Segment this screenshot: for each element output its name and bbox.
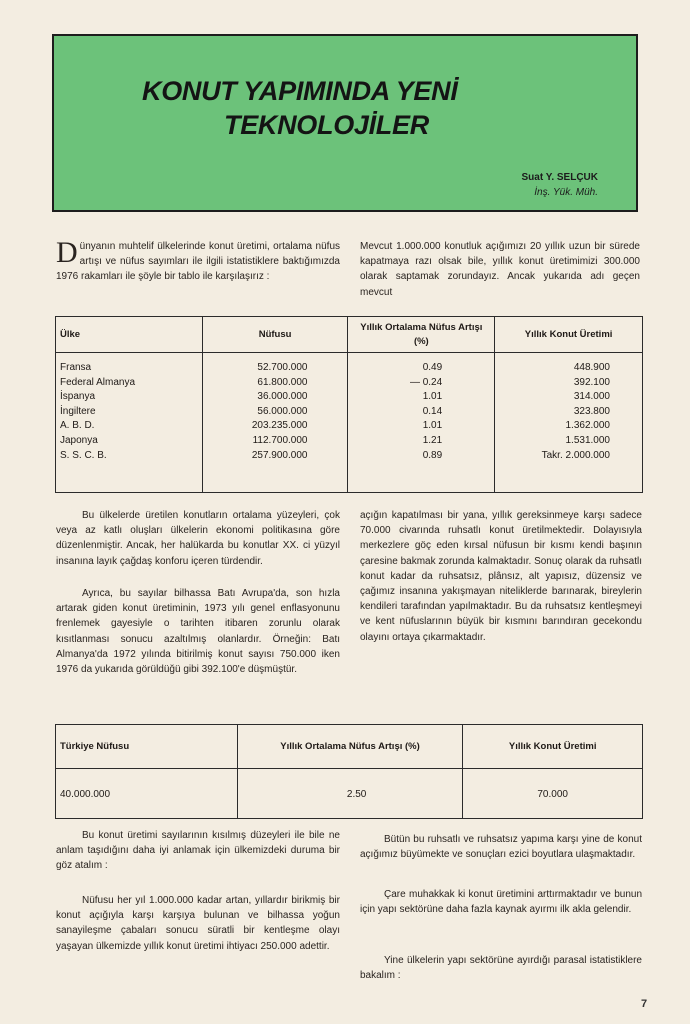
header-turkey-population: Türkiye Nüfusu bbox=[56, 725, 238, 769]
turkey-housing-cell: 70.000 bbox=[463, 769, 643, 819]
growth-cell: 1.01 bbox=[422, 391, 443, 403]
turkey-population-cell: 40.000.000 bbox=[56, 769, 238, 819]
growth-cell: 1.21 bbox=[422, 434, 443, 446]
growth-cell: 0.89 bbox=[422, 449, 443, 461]
population-cell: 257.900.000 bbox=[251, 449, 308, 461]
intro-left-paragraph bbox=[56, 236, 340, 285]
population-cell: 203.235.000 bbox=[251, 420, 308, 432]
turkey-growth-cell: 2.50 bbox=[237, 769, 463, 819]
population-column bbox=[202, 353, 348, 493]
housing-cell: 314.000 bbox=[573, 391, 610, 403]
title-line-1: KONUT YAPIMINDA YENİ bbox=[142, 76, 458, 106]
housing-cell: 1.531.000 bbox=[565, 434, 610, 446]
bottom-right-paragraph-3: Yine ülkelerin yapı sektörüne ayırdığı parasal istatistiklere bakalım : bbox=[360, 955, 642, 982]
country-cell: Fransa bbox=[60, 362, 92, 373]
title-banner bbox=[52, 34, 638, 212]
header-turkey-growth: Yıllık Ortalama Nüfus Artışı (%) bbox=[237, 725, 463, 769]
article-title bbox=[142, 74, 458, 142]
body-left-paragraph-1: Bu ülkelerde üretilen konutların ortalama yüzeyleri, çok veya az katlı oluşları ülkelerin ekonomi politikasına göre düzenlenmiştir. Ancak, her halükarda bu konutlar XX. ci yüzyıl insanına layık çağdaş konforu içeren türdendir. bbox=[56, 510, 340, 567]
growth-cell: 0.14 bbox=[422, 405, 443, 417]
header-housing: Yıllık Konut Üretimi bbox=[495, 317, 643, 353]
country-cell: Federal Almanya bbox=[60, 376, 136, 388]
country-cell: Japonya bbox=[60, 434, 98, 446]
turkey-housing-table bbox=[55, 724, 643, 819]
header-growth: Yıllık Ortalama Nüfus Artışı (%) bbox=[348, 317, 495, 353]
author-title: İnş. Yük. Müh. bbox=[534, 187, 598, 198]
housing-cell: 392.100 bbox=[573, 376, 610, 388]
intro-left-text: ünyanın muhtelif ülkelerinde konut üretimi, ortalama nüfus artışı ve nüfus sayımları ile ilgili istatistiklere baktığımızda 1976 rakamları ile şöyle bir tablo ile karşılaşırız : bbox=[56, 241, 340, 283]
population-cell: 61.800.000 bbox=[257, 376, 308, 388]
population-cell: 112.700.000 bbox=[252, 434, 308, 446]
header-population: Nüfusu bbox=[202, 317, 348, 353]
title-line-2: TEKNOLOJİLER bbox=[224, 110, 429, 140]
growth-cell: 1.01 bbox=[422, 420, 443, 432]
bottom-right-paragraph-2: Çare muhakkak ki konut üretimini arttırmaktadır ve bunun için yapı sektörüne daha fazla kaynak ayırmı ilk akla gelendir. bbox=[360, 889, 642, 916]
country-cell: A. B. D. bbox=[60, 420, 95, 432]
growth-column bbox=[348, 353, 495, 493]
country-housing-table bbox=[55, 316, 643, 493]
country-column bbox=[56, 353, 203, 493]
intro-right-paragraph: Mevcut 1.000.000 konutluk açığımızı 20 yıllık uzun bir sürede kapatmaya razı olsak bile, yıllık konut üretimimizi 300.000 olarak saptamak zorundayız. Ancak yukarıda adı geçen mevcut bbox=[360, 241, 640, 298]
bottom-left-paragraph-2: Nüfusu her yıl 1.000.000 kadar artan, yıllardır birikmiş bir konut açığıyla karşı karşıya bulunan ve bilhassa yoğun sanayileşme çabaları sonucu süratli bir kentleşme olayı yaşayan ülkemizde yıllık konut üretimi ihtiyacı 250.000 adettir. bbox=[56, 895, 340, 952]
growth-cell: — 0.24 bbox=[409, 376, 443, 388]
author-name: Suat Y. SELÇUK bbox=[521, 172, 598, 183]
population-cell: 36.000.000 bbox=[257, 391, 308, 403]
author-block bbox=[522, 170, 599, 200]
header-country: Ülke bbox=[56, 317, 203, 353]
drop-cap: D bbox=[56, 236, 78, 269]
header-turkey-housing: Yıllık Konut Üretimi bbox=[463, 725, 643, 769]
country-cell: İspanya bbox=[60, 391, 96, 403]
bottom-left-paragraph-1: Bu konut üretimi sayılarının kısılmış düzeyleri ile bile ne anlam taşıdığını daha iyi anlamak için ülkemizdeki duruma bir göz atalım : bbox=[56, 830, 340, 872]
housing-cell: Takr. 2.000.000 bbox=[541, 449, 610, 461]
housing-cell: 323.800 bbox=[573, 405, 610, 417]
body-left-paragraph-2: Ayrıca, bu sayılar bilhassa Batı Avrupa'da, son hızla artarak giden konut üretiminin, 1973 yılı genel enflasyonunu frenlemek gayesiyle o tarihten itibaren zorunlu olarak kısıtlanması sonucu azaltılmış olanlardır. Örneğin: Batı Almanya'da 1972 yılında bitirilmiş konut sayısı 750.000 iken 1976 da yukarıda görüldüğü gibi 392.100'e düşmüştür. bbox=[56, 588, 340, 676]
housing-cell: 1.362.000 bbox=[565, 420, 610, 432]
housing-cell: 448.900 bbox=[573, 362, 610, 373]
housing-column bbox=[495, 353, 643, 493]
body-right-paragraph: açığın kapatılması bir yana, yıllık gereksinmeye karşı sadece 70.000 civarında ruhsatlı konut üretilmektedir. Dolayısıyla merkezlere göç eden kırsal nüfusun bir kısmı kendi başının çaresine bakmak zorunda kalmaktadır. Sonuç olarak da ruhsatlı konut kadar da ruhsatsız, plânsız, alt yapısız, düzensiz ve çağımız insanına yakışmayan niteliklerde barınarak, bireylerin kendileri tarafından yapılmaktadır. Bu da ruhsatsız kentleşmeyi ve kent nüfuslarının büyük bir kısmını barındıran gecekondu olayını ortaya çıkarmaktadır. bbox=[360, 510, 642, 643]
country-cell: İngiltere bbox=[60, 405, 96, 417]
country-cell: S. S. C. B. bbox=[60, 449, 107, 461]
growth-cell: 0.49 bbox=[422, 362, 443, 373]
bottom-right-paragraph-1: Bütün bu ruhsatlı ve ruhsatsız yapıma karşı yine de konut açığımız büyümekte ve sonuçları ezici boyutlara ulaşmaktadır. bbox=[360, 834, 642, 861]
page-number: 7 bbox=[641, 998, 648, 1010]
population-cell: 56.000.000 bbox=[257, 405, 308, 417]
population-cell: 52.700.000 bbox=[257, 362, 308, 373]
